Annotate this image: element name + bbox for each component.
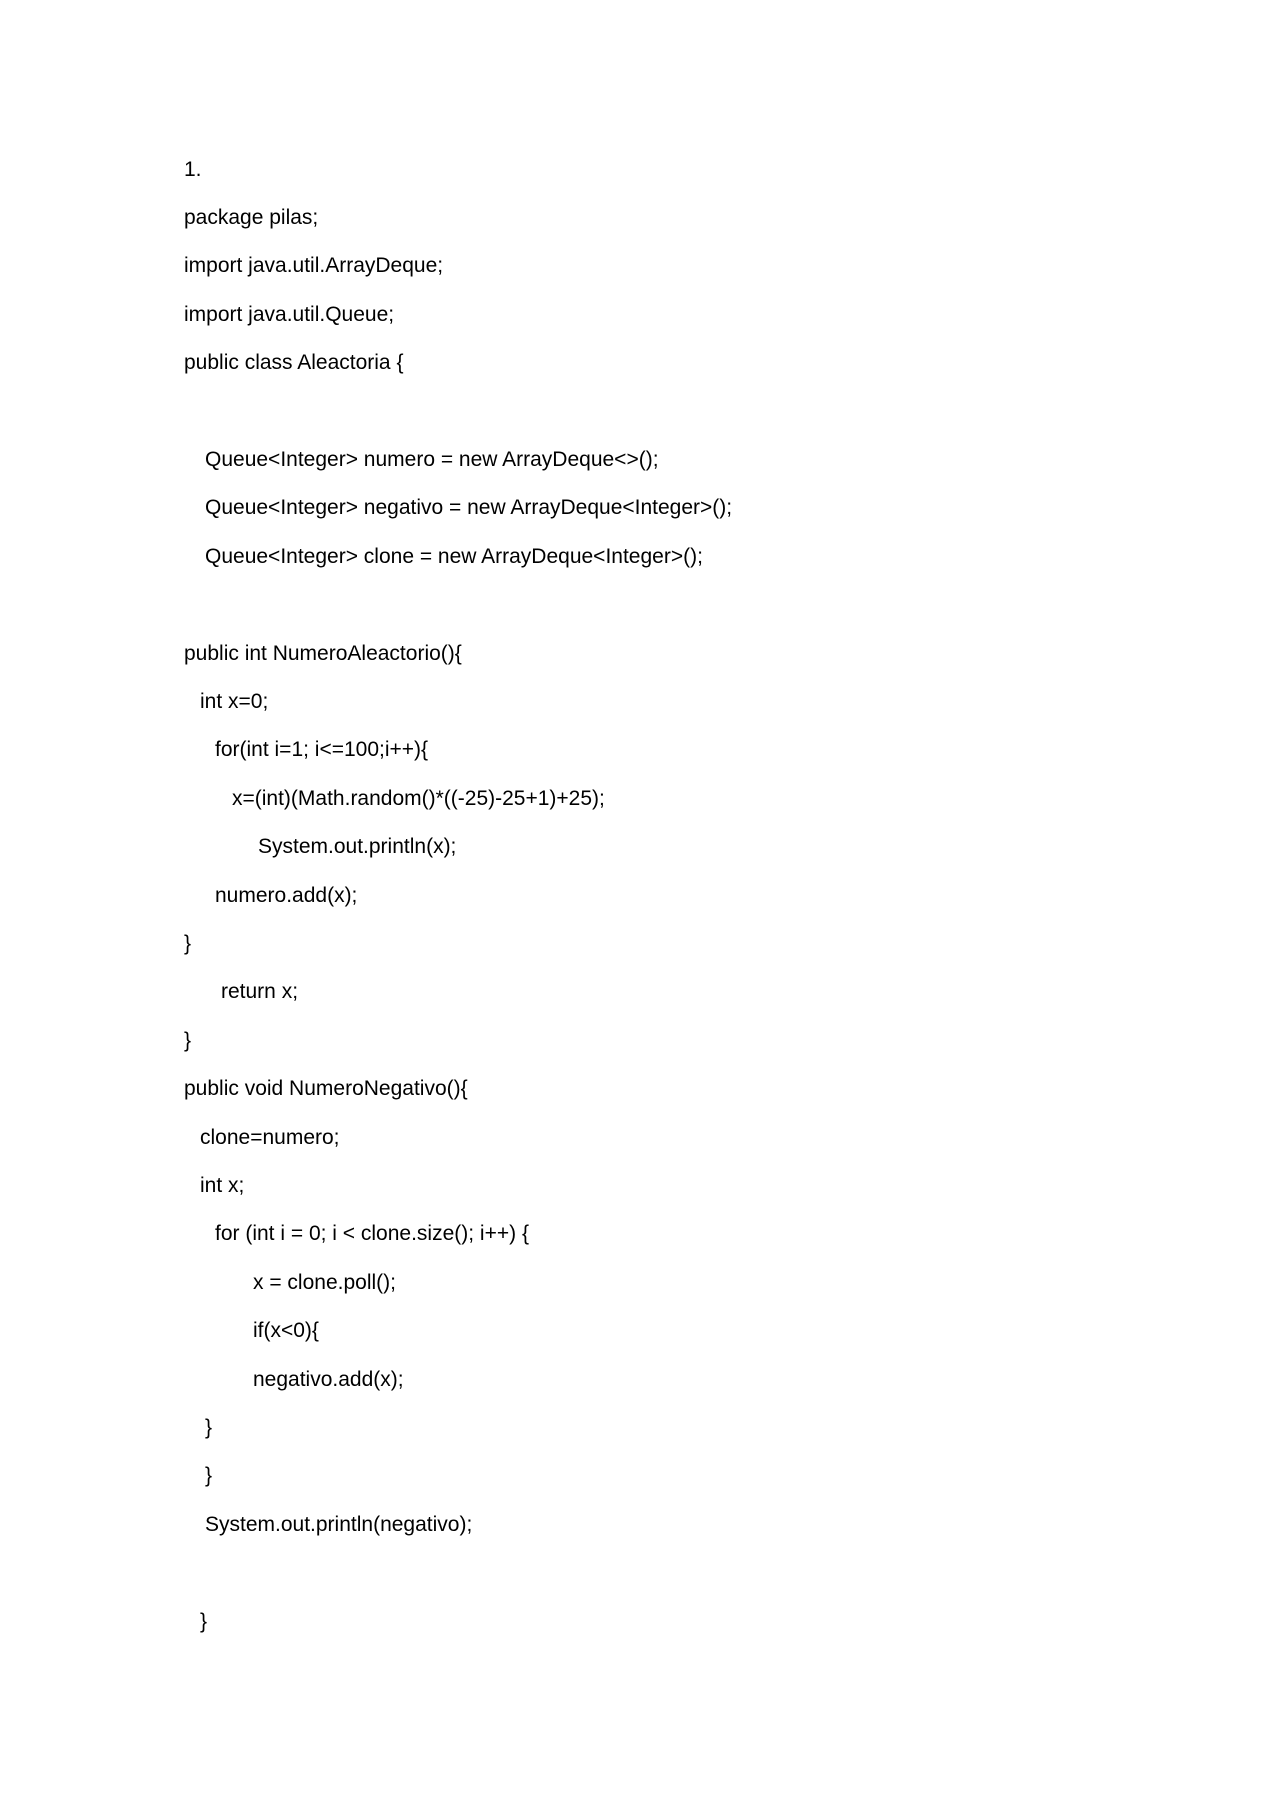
code-line: public void NumeroNegativo(){: [184, 1077, 468, 1100]
code-line: Queue<Integer> negativo = new ArrayDeque<Integer>();: [205, 496, 733, 519]
code-line: public class Aleactoria {: [184, 351, 404, 374]
code-line: if(x<0){: [253, 1319, 319, 1342]
code-line: }: [184, 932, 192, 955]
list-number: 1.: [184, 158, 202, 181]
code-line: package pilas;: [184, 206, 319, 229]
code-line: Queue<Integer> clone = new ArrayDeque<Integer>();: [205, 545, 703, 568]
code-line: System.out.println(negativo);: [205, 1513, 473, 1536]
code-line: numero.add(x);: [215, 884, 358, 907]
code-line: for(int i=1; i<=100;i++){: [215, 738, 429, 761]
code-line: negativo.add(x);: [253, 1368, 404, 1391]
code-line: int x;: [200, 1174, 245, 1197]
code-line: }: [205, 1416, 213, 1439]
code-line: Queue<Integer> numero = new ArrayDeque<>();: [205, 448, 659, 471]
code-line: }: [184, 1029, 192, 1052]
code-line: int x=0;: [200, 690, 269, 713]
code-line: public int NumeroAleactorio(){: [184, 642, 462, 665]
code-line: clone=numero;: [200, 1126, 340, 1149]
code-line: import java.util.Queue;: [184, 303, 395, 326]
code-line: return x;: [221, 980, 299, 1003]
code-line: x=(int)(Math.random()*((-25)-25+1)+25);: [232, 787, 605, 810]
code-line: System.out.println(x);: [258, 835, 457, 858]
code-line: }: [205, 1464, 213, 1487]
code-line: }: [200, 1610, 208, 1633]
code-line: for (int i = 0; i < clone.size(); i++) {: [215, 1222, 529, 1245]
code-line: import java.util.ArrayDeque;: [184, 254, 444, 277]
code-line: x = clone.poll();: [253, 1271, 396, 1294]
